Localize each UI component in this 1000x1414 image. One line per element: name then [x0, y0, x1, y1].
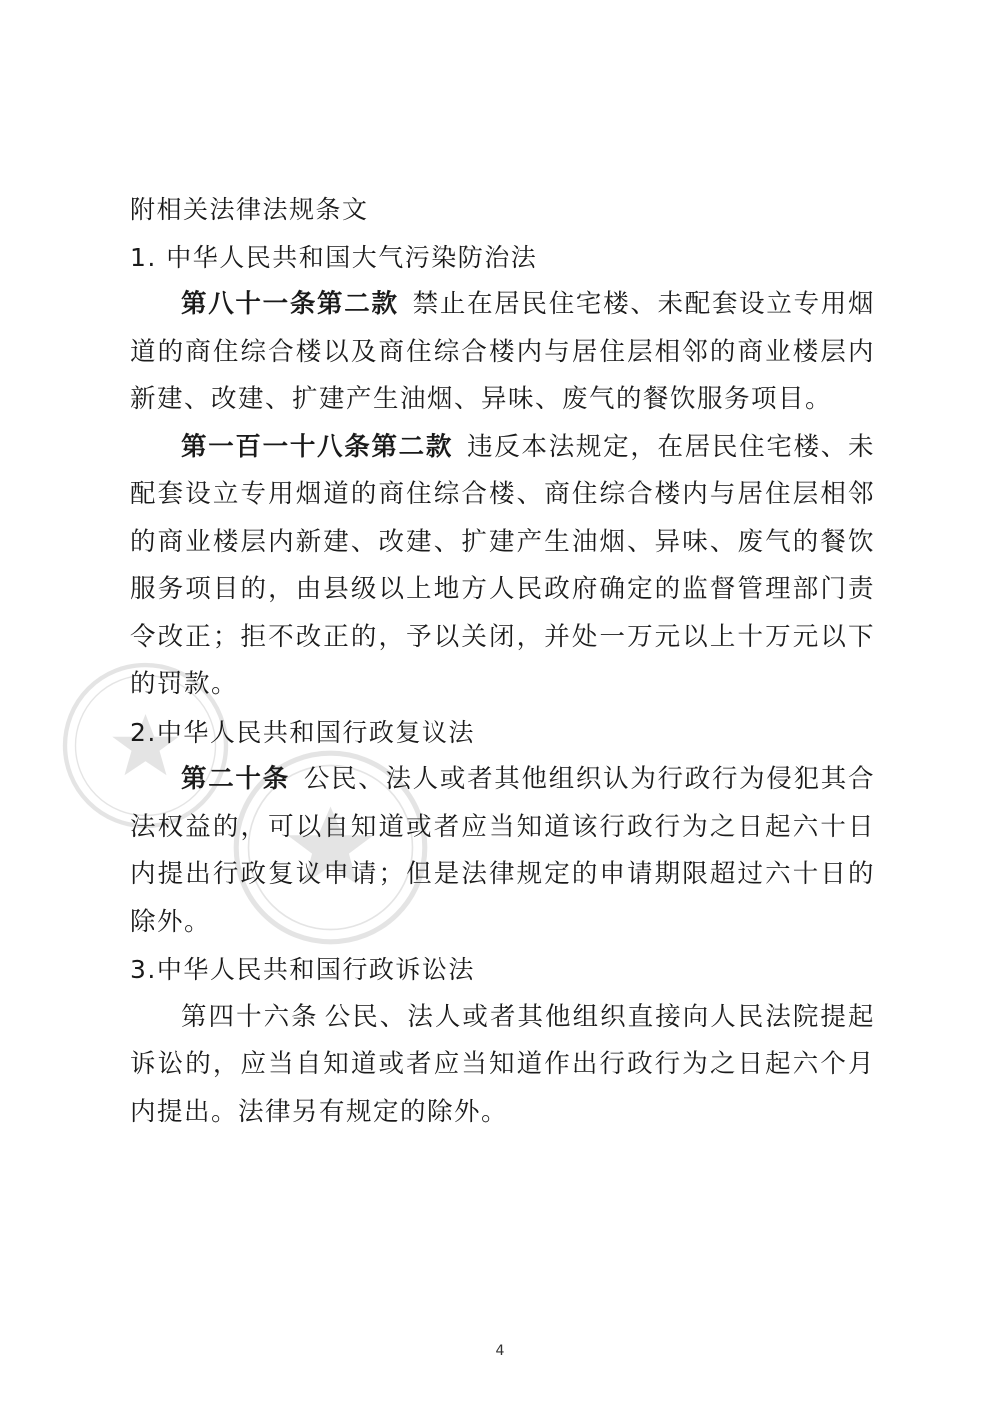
section-heading: 1. 中华人民共和国大气污染防治法 [130, 242, 538, 272]
article-number: 第二十条 [181, 764, 290, 794]
article-number: 第四十六条 [181, 1001, 319, 1032]
document-body [130, 186, 875, 1136]
document-title: 附相关法律法规条文 [130, 195, 369, 224]
article-paragraph [130, 281, 875, 424]
section-heading: 3.中华人民共和国行政诉讼法 [130, 955, 475, 984]
article-paragraph [130, 424, 875, 709]
article-paragraph [130, 994, 875, 1137]
article-text: 违反本法规定，在居民住宅楼、未配套设立专用烟道的商住综合楼、商住综合楼内与居住层相邻的商业楼层内新建、改建、扩建产生油烟、异味、废气的餐饮服务项目的，由县级以上地方人民政府确定的监督管理部门责令改正；拒不改正的，予以关闭，并处一万元以上十万元以下的罚款。 [130, 431, 875, 699]
article-text: 禁止在居民住宅楼、未配套设立专用烟道的商住综合楼以及商住综合楼内与居住层相邻的商业楼层内新建、改建、扩建产生油烟、异味、废气的餐饮服务项目。 [130, 289, 875, 414]
article-paragraph [130, 756, 875, 946]
article-text: 公民、法人或者其他组织直接向人民法院提起诉讼的，应当自知道或者应当知道作出行政行为之日起六个月内提出。法律另有规定的除外。 [130, 1001, 875, 1127]
article-number: 第一百一十八条第二款 [181, 431, 454, 462]
section-heading: 2.中华人民共和国行政复议法 [130, 717, 475, 747]
article-number: 第八十一条第二款 [181, 289, 399, 319]
page-number: 4 [495, 1343, 505, 1359]
article-text: 公民、法人或者其他组织认为行政行为侵犯其合法权益的，可以自知道或者应当知道该行政行为之日起六十日内提出行政复议申请；但是法律规定的申请期限超过六十日的除外。 [130, 764, 875, 937]
